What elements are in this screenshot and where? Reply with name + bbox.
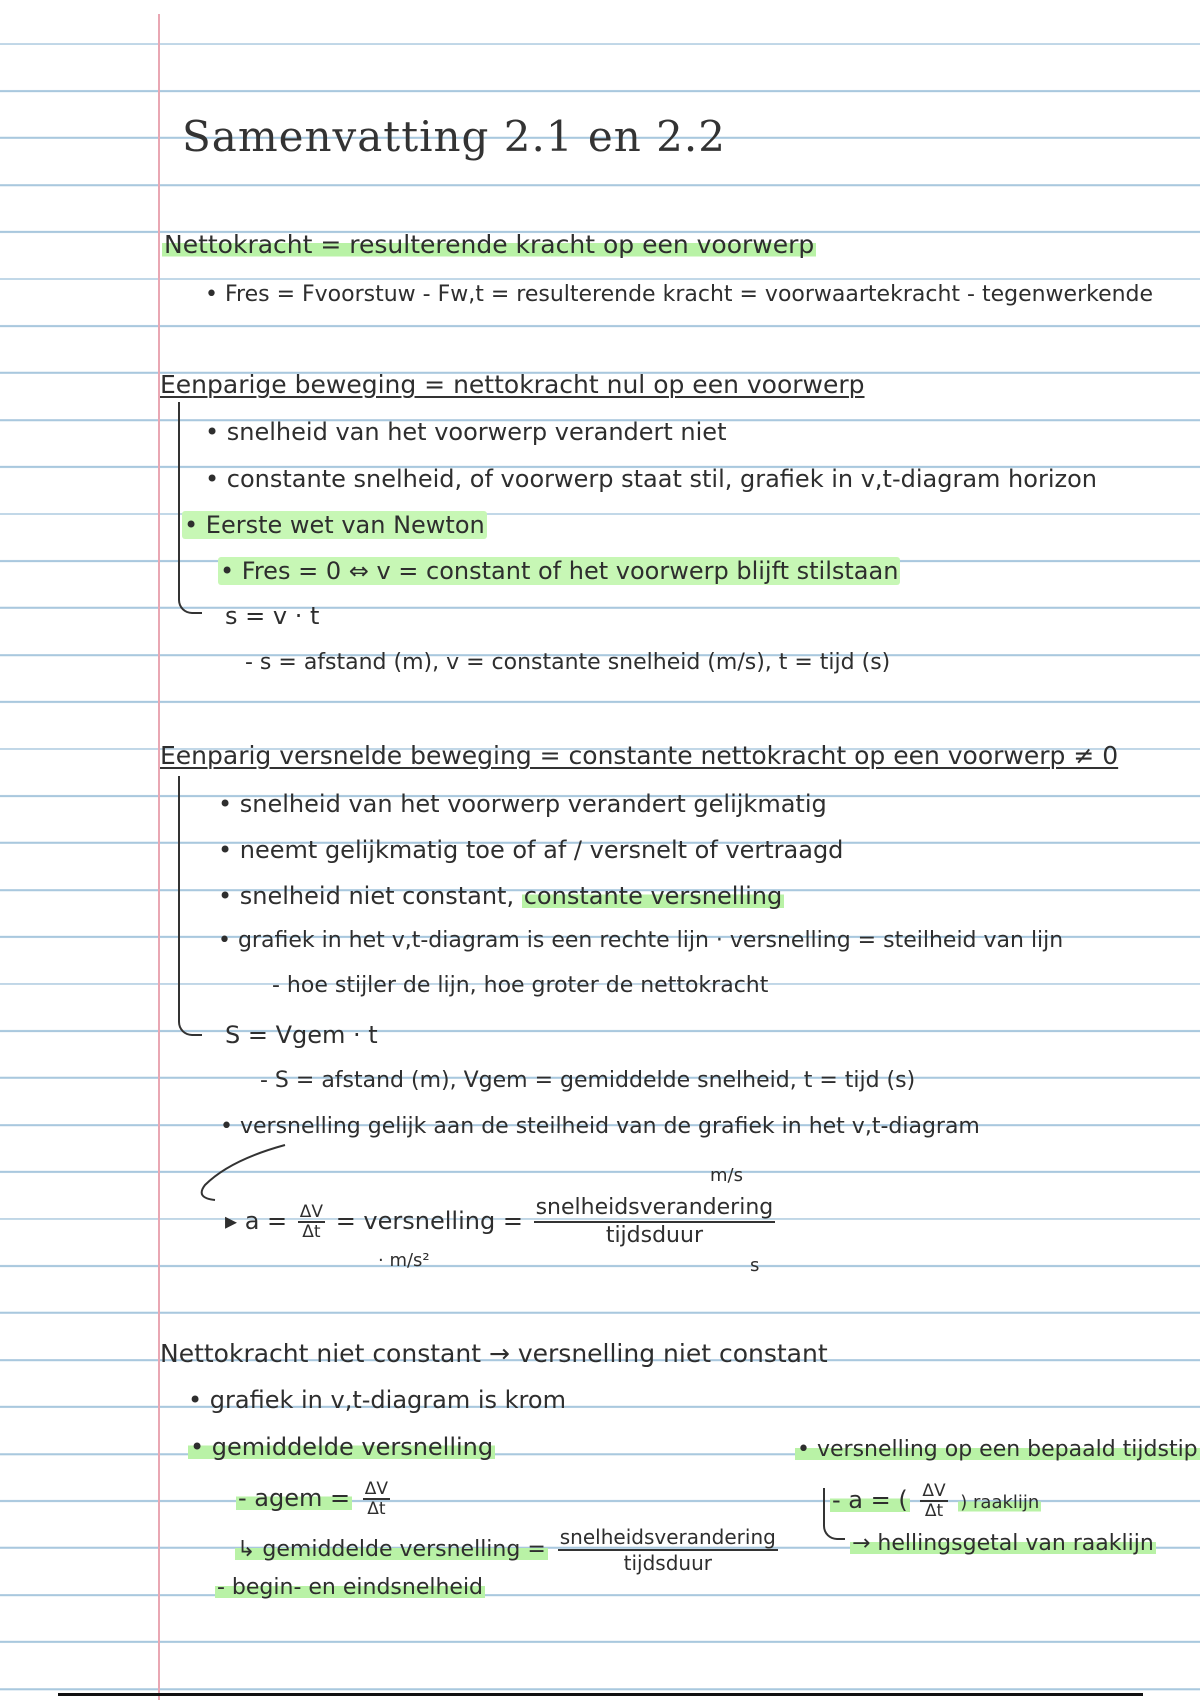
fres-formula-line: • Fres = Fvoorstuw - Fw,t = resulterende kracht = voorwaartekracht - tegenwerkende	[205, 282, 1154, 307]
section-bracket	[823, 1488, 845, 1540]
page-title: Samenvatting 2.1 en 2.2	[182, 112, 726, 161]
unit-annotation: m/s	[710, 1165, 743, 1186]
sub-bullet-text: - hoe stijler de lijn, hoe groter de nettokracht	[272, 973, 769, 998]
margin-line	[158, 14, 160, 1700]
delta-v-over-delta-t: $\frac{\Delta V}{\Delta t}$	[364, 1479, 389, 1519]
versnelling-tijdstip-heading: • versnelling op een bepaald tijdstip	[797, 1437, 1198, 1462]
bottom-rule	[58, 1693, 1143, 1696]
formula-raaklijn: - a = ( $\frac{\Delta V}{\Delta t}$ ) raaklijn	[832, 1481, 1040, 1521]
section-eenparige-heading: Eenparige beweging = nettokracht nul op een voorwerp	[160, 370, 865, 399]
begin-eindsnelheid: - begin- en eindsnelheid	[217, 1575, 484, 1600]
unit-annotation: · m/s²	[378, 1250, 430, 1271]
versnelling-bullet: • versnelling gelijk aan de steilheid van de grafiek in het v,t-diagram	[220, 1114, 980, 1139]
formula-s-vgem-t: S = Vgem · t	[225, 1021, 378, 1049]
formula-s-vt: s = v · t	[225, 602, 320, 630]
newton-law-bullet: • Eerste wet van Newton	[184, 511, 485, 539]
section-versnelde-heading: Eenparig versnelde beweging = constante nettokracht op een voorwerp ≠ 0	[160, 741, 1119, 770]
snelheidsverandering-fraction: $\frac{\text{snelheidsverandering}}{\text{tijdsduur}}$	[559, 1525, 776, 1575]
bullet-text: • grafiek in v,t-diagram is krom	[188, 1386, 566, 1414]
formula-agem-text: ↳ gemiddelde versnelling = $\frac{\text{snelheidsverandering}}{\text{tijdsduur}}$	[237, 1525, 776, 1575]
section-bracket	[178, 402, 202, 614]
bullet-text: • snelheid van het voorwerp verandert niet	[205, 418, 727, 446]
formula-a: ▸ a = $\frac{\Delta V}{\Delta t}$ = versnelling = $\frac{\text{snelheidsverandering}}{\text{tijdsduur}}$	[225, 1195, 774, 1248]
formula-legend: - S = afstand (m), Vgem = gemiddelde snelheid, t = tijd (s)	[260, 1068, 916, 1093]
bullet-text: • constante snelheid, of voorwerp staat stil, grafiek in v,t-diagram horizon	[205, 465, 1097, 493]
bullet-text: • snelheid niet constant, constante versnelling	[218, 882, 783, 910]
formula-legend: - s = afstand (m), v = constante snelheid (m/s), t = tijd (s)	[245, 650, 891, 675]
section-nettokracht-heading: Nettokracht = resulterende kracht op een voorwerp	[164, 230, 815, 259]
bullet-text: • grafiek in het v,t-diagram is een rechte lijn · versnelling = steilheid van lijn	[218, 928, 1064, 953]
delta-v-over-delta-t: $\frac{\Delta V}{\Delta t}$	[922, 1481, 946, 1521]
section-bracket	[178, 776, 202, 1036]
bullet-text: • snelheid van het voorwerp verandert gelijkmatig	[218, 790, 827, 818]
bullet-text: • neemt gelijkmatig toe of af / versnelt of vertraagd	[218, 836, 844, 864]
unit-annotation: s	[750, 1255, 760, 1276]
delta-v-over-delta-t: $\frac{\Delta V}{\Delta t}$	[299, 1202, 324, 1242]
gemiddelde-versnelling-bullet: • gemiddelde versnelling	[190, 1433, 494, 1461]
snelheidsverandering-fraction: $\frac{\text{snelheidsverandering}}{\text{tijdsduur}}$	[535, 1195, 774, 1248]
formula-agem: - agem = $\frac{\Delta V}{\Delta t}$	[238, 1479, 389, 1519]
section-niet-constant-heading: Nettokracht niet constant → versnelling niet constant	[160, 1339, 828, 1368]
newton-condition: • Fres = 0 ⇔ v = constant of het voorwerp blijft stilstaan	[220, 557, 899, 585]
hellingsgetal-line: → hellingsgetal van raaklijn	[852, 1531, 1154, 1556]
